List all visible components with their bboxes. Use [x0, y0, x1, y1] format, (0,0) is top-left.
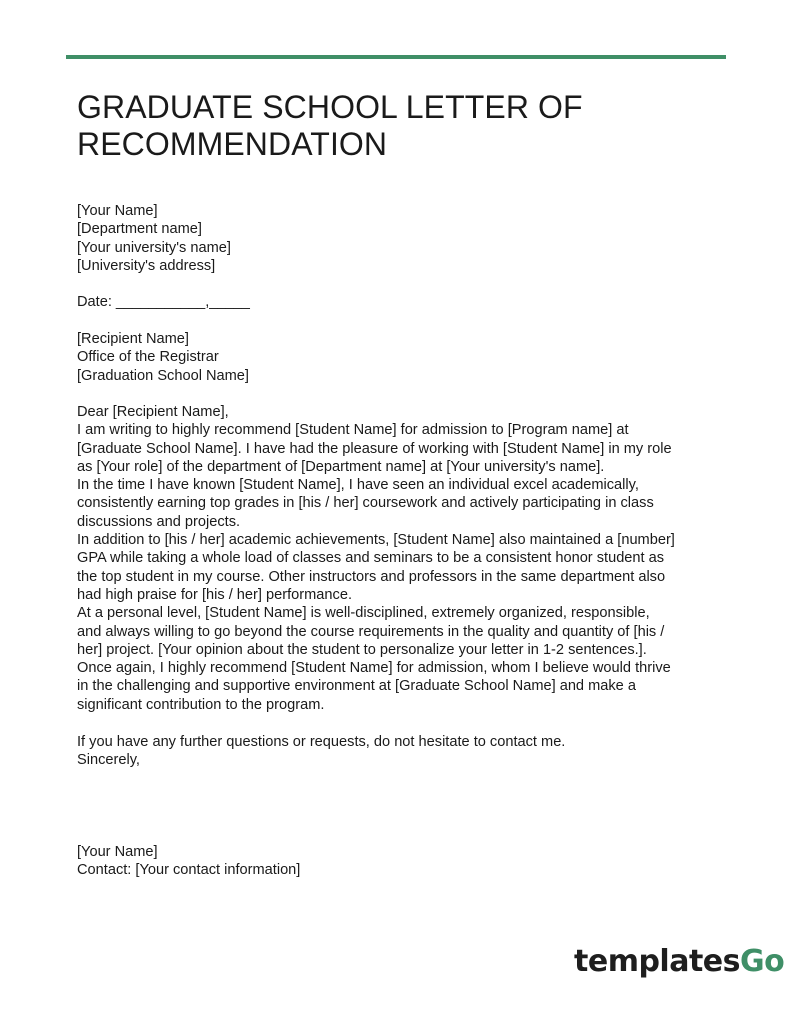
body-line: [Graduate School Name]. I have had the pleasure of working with [Student Name] in my role — [77, 440, 672, 457]
body-line: significant contribution to the program. — [77, 696, 325, 713]
page-title: GRADUATE SCHOOL LETTER OF RECOMMENDATION — [77, 89, 583, 162]
date-line: Date: ___________,_____ — [77, 294, 250, 310]
body-line: GPA while taking a whole load of classes and seminars to be a consistent honor student as — [77, 550, 665, 567]
body-line: In the time I have known [Student Name], I have seen an individual excel academically, — [77, 477, 639, 494]
sender-university: [Your university's name] — [77, 239, 231, 256]
body-line: in the challenging and supportive environment at [Graduate School Name] and make a — [77, 678, 636, 695]
logo-text-go: Go — [740, 944, 785, 979]
body-line: Once again, I highly recommend [Student Name] for admission, whom I believe would thrive — [77, 660, 671, 677]
closing-block — [77, 733, 565, 770]
templatesgo-logo — [574, 942, 784, 982]
closing-line: If you have any further questions or requests, do not hesitate to contact me. — [77, 734, 566, 750]
body-line: At a personal level, [Student Name] is well-disciplined, extremely organized, responsible, — [77, 605, 650, 622]
sender-name: [Your Name] — [77, 203, 158, 219]
recipient-name: [Recipient Name] — [77, 331, 189, 347]
signature-name: [Your Name] — [77, 844, 158, 860]
body-line: her] project. [Your opinion about the student to personalize your letter in 1-2 sentences.]. — [77, 641, 647, 658]
top-divider — [66, 55, 726, 59]
body-line: In addition to [his / her] academic achievements, [Student Name] also maintained a [number] — [77, 532, 675, 549]
signature-contact: Contact: [Your contact information] — [77, 862, 301, 879]
recipient-office: Office of the Registrar — [77, 349, 219, 366]
signature-block — [77, 843, 300, 880]
sign-off: Sincerely, — [77, 752, 140, 769]
body-line: as [Your role] of the department of [Department name] at [Your university's name]. — [77, 458, 605, 475]
recipient-school: [Graduation School Name] — [77, 367, 249, 384]
date-block — [77, 293, 250, 311]
body-line: and always willing to go beyond the course requirements in the quality and quantity of [his / — [77, 623, 665, 640]
logo-text-templates: templates — [574, 944, 740, 979]
recipient-block — [77, 330, 249, 385]
body-line: had high praise for [his / her] performance. — [77, 586, 352, 603]
sender-address: [University's address] — [77, 257, 216, 274]
sender-department: [Department name] — [77, 221, 202, 238]
letter-body — [77, 403, 675, 714]
body-line: discussions and projects. — [77, 513, 241, 530]
body-line: I am writing to highly recommend [Student Name] for admission to [Program name] at — [77, 422, 629, 439]
body-line: the top student in my course. Other instructors and professors in the same department also — [77, 568, 666, 585]
salutation: Dear [Recipient Name], — [77, 404, 229, 420]
sender-block — [77, 202, 231, 275]
body-line: consistently earning top grades in [his / her] coursework and actively participating in class — [77, 495, 654, 512]
